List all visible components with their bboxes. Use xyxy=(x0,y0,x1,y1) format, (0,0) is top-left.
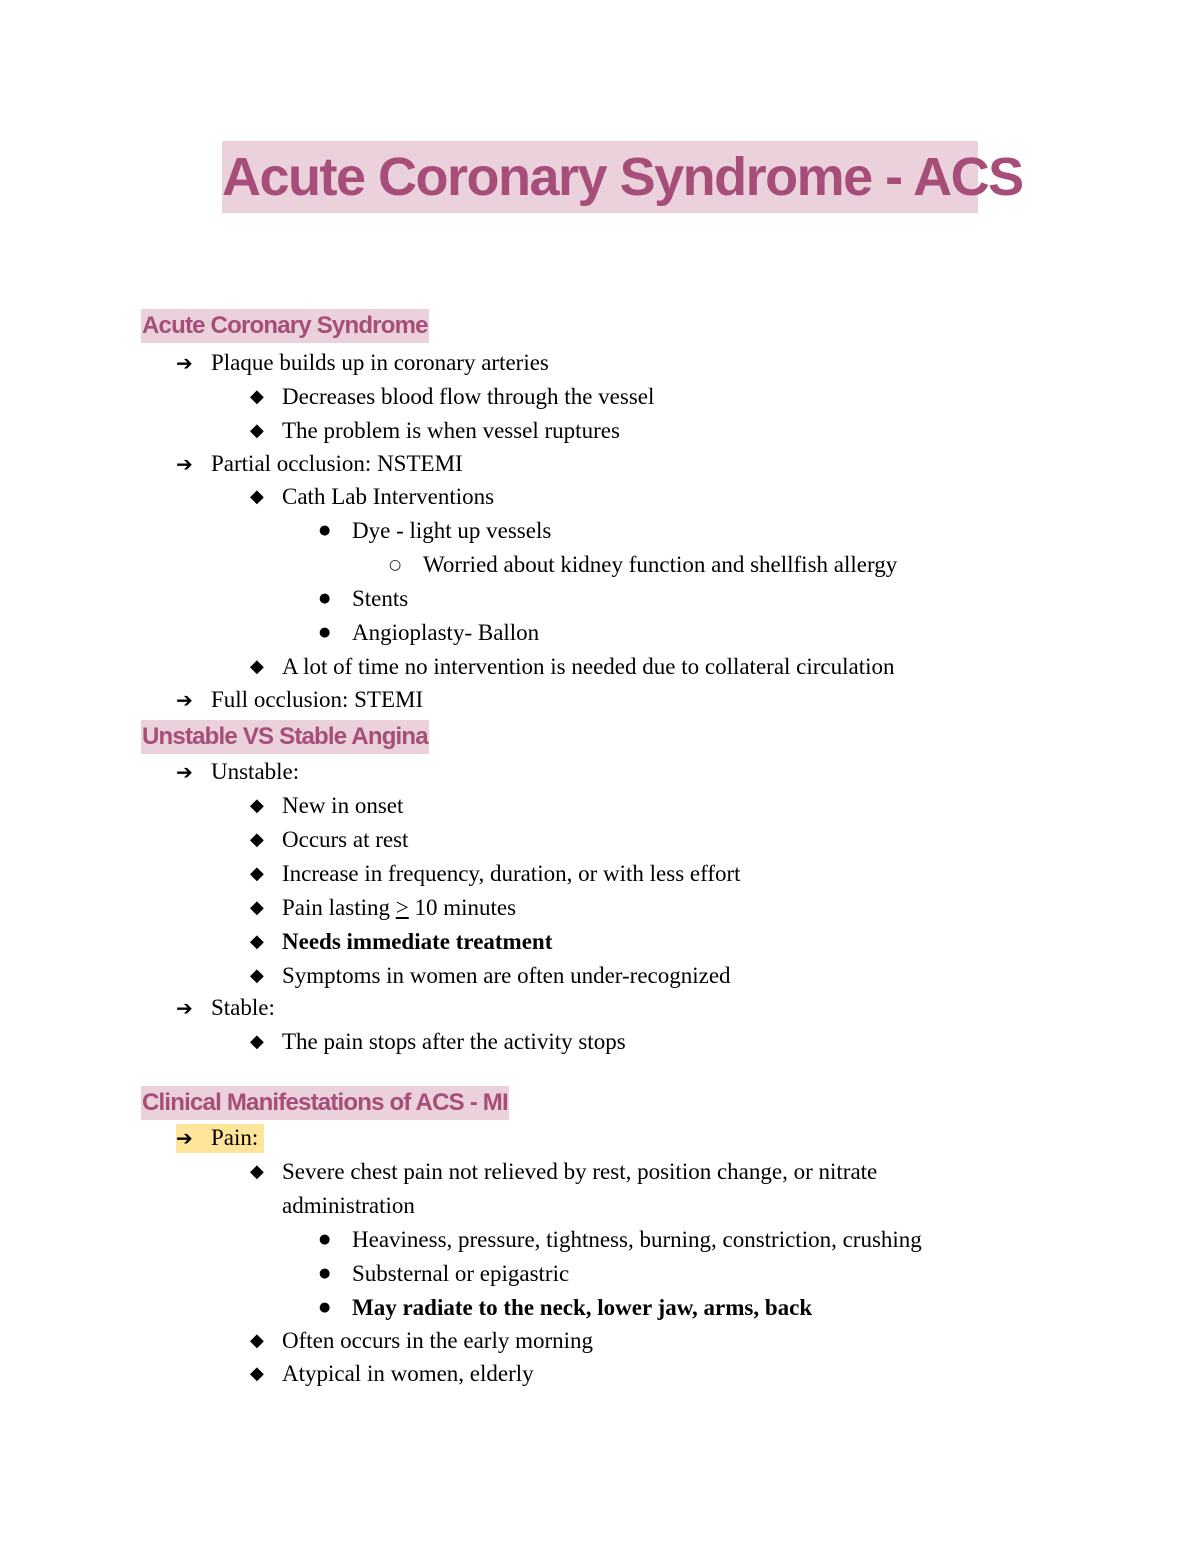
arrow-bullet-icon: ➔ xyxy=(176,688,193,712)
list-item: Dye - light up vessels xyxy=(352,518,552,543)
arrow-bullet-icon: ➔ xyxy=(176,996,193,1020)
diamond-bullet-icon: ◆ xyxy=(250,656,264,677)
list-item: Often occurs in the early morning xyxy=(282,1328,594,1353)
dot-bullet-icon: ● xyxy=(319,1232,331,1247)
section-heading-acs: Acute Coronary Syndrome xyxy=(141,309,429,343)
diamond-bullet-icon: ◆ xyxy=(250,420,264,441)
arrow-bullet-icon: ➔ xyxy=(176,351,193,375)
list-item: Decreases blood flow through the vessel xyxy=(282,384,655,409)
arrow-bullet-icon: ➔ xyxy=(176,452,193,476)
pain-lasting-suffix: 10 minutes xyxy=(408,895,517,920)
arrow-bullet-icon: ➔ xyxy=(176,760,193,784)
diamond-bullet-icon: ◆ xyxy=(250,897,264,918)
diamond-bullet-icon: ◆ xyxy=(250,486,264,507)
list-item: Substernal or epigastric xyxy=(352,1261,570,1286)
list-item: May radiate to the neck, lower jaw, arms, back xyxy=(352,1295,813,1320)
section-heading-angina: Unstable VS Stable Angina xyxy=(141,720,429,754)
dot-bullet-icon: ● xyxy=(319,523,331,538)
list-item: Full occlusion: STEMI xyxy=(211,687,424,712)
list-item: Increase in frequency, duration, or with less effort xyxy=(282,861,741,886)
list-item: Pain: xyxy=(211,1125,259,1150)
list-item: Partial occlusion: NSTEMI xyxy=(211,451,463,476)
arrow-bullet-icon: ➔ xyxy=(176,1126,193,1150)
section-heading-clinical: Clinical Manifestations of ACS - MI xyxy=(141,1086,509,1120)
list-item-continuation: administration xyxy=(282,1193,415,1218)
list-item: The problem is when vessel ruptures xyxy=(282,418,620,443)
circle-bullet-icon: ○ xyxy=(389,557,402,573)
dot-bullet-icon: ● xyxy=(319,1300,331,1315)
diamond-bullet-icon: ◆ xyxy=(250,1161,264,1182)
list-item: Cath Lab Interventions xyxy=(282,484,495,509)
diamond-bullet-icon: ◆ xyxy=(250,1363,264,1384)
list-item: Plaque builds up in coronary arteries xyxy=(211,350,549,375)
list-item: Severe chest pain not relieved by rest, position change, or nitrate xyxy=(282,1159,878,1184)
dot-bullet-icon: ● xyxy=(319,1266,331,1281)
list-item: Unstable: xyxy=(211,759,300,784)
diamond-bullet-icon: ◆ xyxy=(250,795,264,816)
dot-bullet-icon: ● xyxy=(319,625,331,640)
list-item: Needs immediate treatment xyxy=(282,929,553,954)
diamond-bullet-icon: ◆ xyxy=(250,931,264,952)
list-item-pain-lasting xyxy=(282,893,516,923)
list-item: Angioplasty- Ballon xyxy=(352,620,540,645)
list-item: Heaviness, pressure, tightness, burning, constriction, crushing xyxy=(352,1227,922,1252)
diamond-bullet-icon: ◆ xyxy=(250,1031,264,1052)
list-item: Atypical in women, elderly xyxy=(282,1361,534,1386)
list-item: Symptoms in women are often under-recognized xyxy=(282,963,731,988)
list-item: Stents xyxy=(352,586,409,611)
diamond-bullet-icon: ◆ xyxy=(250,1330,264,1351)
list-item: Stable: xyxy=(211,995,275,1020)
diamond-bullet-icon: ◆ xyxy=(250,863,264,884)
pain-lasting-prefix: Pain lasting xyxy=(282,895,396,920)
list-item: Occurs at rest xyxy=(282,827,409,852)
list-item: The pain stops after the activity stops xyxy=(282,1029,626,1054)
list-item: Worried about kidney function and shellfish allergy xyxy=(423,552,898,577)
list-item: A lot of time no intervention is needed due to collateral circulation xyxy=(282,654,895,679)
page-title: Acute Coronary Syndrome - ACS xyxy=(222,141,978,213)
greater-equal-symbol: > xyxy=(395,895,409,920)
diamond-bullet-icon: ◆ xyxy=(250,386,264,407)
diamond-bullet-icon: ◆ xyxy=(250,829,264,850)
diamond-bullet-icon: ◆ xyxy=(250,965,264,986)
list-item: New in onset xyxy=(282,793,404,818)
dot-bullet-icon: ● xyxy=(319,591,331,606)
